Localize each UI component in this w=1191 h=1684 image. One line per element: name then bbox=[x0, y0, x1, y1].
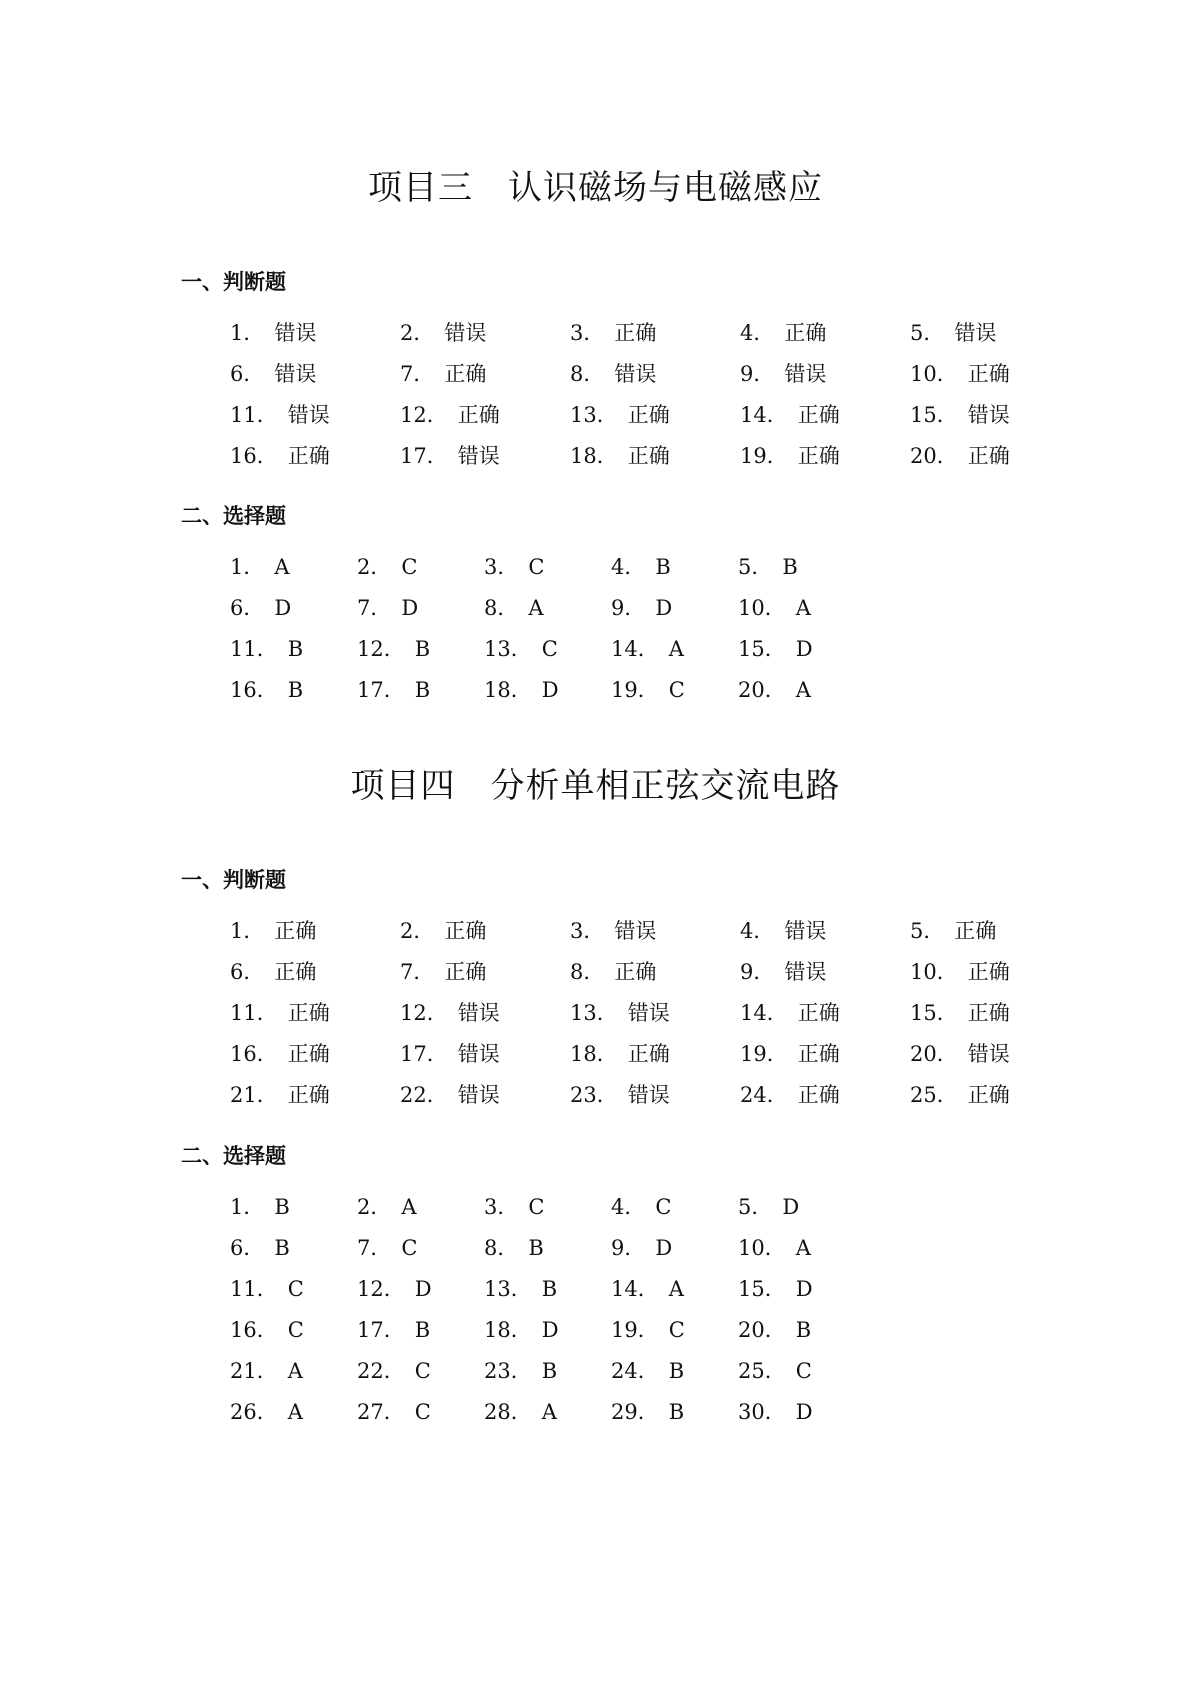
answer-value: A bbox=[287, 1359, 303, 1383]
answer-item bbox=[570, 354, 740, 395]
question-number: 11． bbox=[230, 1001, 278, 1025]
answer-value: C bbox=[287, 1318, 304, 1342]
answer-value: 正确 bbox=[967, 1001, 1010, 1025]
answer-item bbox=[740, 993, 910, 1034]
answer-item bbox=[740, 911, 910, 952]
answer-item bbox=[570, 395, 740, 436]
answer-value: C bbox=[655, 1195, 672, 1219]
question-number: 7． bbox=[357, 596, 392, 620]
answer-item bbox=[357, 588, 484, 629]
answer-value: 错误 bbox=[274, 321, 317, 345]
answer-value: D bbox=[414, 1277, 432, 1301]
question-number: 22． bbox=[400, 1083, 448, 1107]
answer-item bbox=[230, 629, 357, 670]
question-number: 10． bbox=[738, 1236, 786, 1260]
question-number: 9． bbox=[611, 1236, 646, 1260]
answer-item bbox=[484, 670, 611, 711]
answer-value: A bbox=[668, 1277, 684, 1301]
question-number: 27． bbox=[357, 1400, 405, 1424]
answer-value: C bbox=[541, 637, 558, 661]
question-number: 2． bbox=[400, 919, 435, 943]
question-number: 20． bbox=[910, 1042, 958, 1066]
answer-value: D bbox=[541, 678, 559, 702]
answer-item bbox=[484, 1310, 611, 1351]
answer-item bbox=[740, 436, 910, 477]
answer-value: 错误 bbox=[627, 1001, 670, 1025]
answer-value: 错误 bbox=[967, 403, 1010, 427]
answer-item bbox=[484, 1351, 611, 1392]
answer-value: D bbox=[274, 596, 292, 620]
answer-value: C bbox=[414, 1359, 431, 1383]
answer-item bbox=[484, 547, 611, 588]
question-number: 20． bbox=[910, 444, 958, 468]
answer-value: C bbox=[528, 555, 545, 579]
question-number: 19． bbox=[740, 444, 788, 468]
answer-value: 正确 bbox=[444, 960, 487, 984]
answer-item bbox=[740, 395, 910, 436]
question-number: 28． bbox=[484, 1400, 532, 1424]
question-number: 4． bbox=[611, 555, 646, 579]
answer-item bbox=[230, 1187, 357, 1228]
answer-item bbox=[230, 1269, 357, 1310]
question-number: 24． bbox=[611, 1359, 659, 1383]
answer-item bbox=[570, 952, 740, 993]
answer-value: 正确 bbox=[627, 444, 670, 468]
project-4-title: 项目四 分析单相正弦交流电路 bbox=[350, 766, 841, 806]
answer-item bbox=[611, 670, 738, 711]
answer-value: A bbox=[795, 678, 811, 702]
answer-item bbox=[738, 547, 865, 588]
answer-value: C bbox=[795, 1359, 812, 1383]
question-number: 5． bbox=[738, 1195, 773, 1219]
answer-item bbox=[230, 1351, 357, 1392]
question-number: 2． bbox=[400, 321, 435, 345]
question-number: 30． bbox=[738, 1400, 786, 1424]
answer-value: 正确 bbox=[967, 1083, 1010, 1107]
answer-item bbox=[400, 313, 570, 354]
answer-value: 错误 bbox=[784, 919, 827, 943]
answer-item bbox=[484, 588, 611, 629]
answer-item bbox=[230, 354, 400, 395]
question-number: 25． bbox=[910, 1083, 958, 1107]
answer-item bbox=[400, 436, 570, 477]
project-3-multiple-choice-answers bbox=[230, 547, 865, 711]
answer-item bbox=[738, 588, 865, 629]
answer-item bbox=[400, 1075, 570, 1116]
answer-item bbox=[570, 313, 740, 354]
question-number: 18． bbox=[484, 1318, 532, 1342]
answer-item bbox=[400, 1034, 570, 1075]
answer-item bbox=[400, 952, 570, 993]
answer-value: 正确 bbox=[797, 1001, 840, 1025]
answer-item bbox=[910, 993, 1080, 1034]
answer-value: C bbox=[401, 555, 418, 579]
answer-item bbox=[910, 1034, 1080, 1075]
answer-value: A bbox=[668, 637, 684, 661]
answer-value: C bbox=[528, 1195, 545, 1219]
question-number: 26． bbox=[230, 1400, 278, 1424]
answer-item bbox=[738, 1392, 865, 1433]
answer-item bbox=[400, 354, 570, 395]
answer-value: A bbox=[274, 555, 290, 579]
answer-item bbox=[738, 629, 865, 670]
question-number: 17． bbox=[357, 678, 405, 702]
question-number: 15． bbox=[910, 1001, 958, 1025]
question-number: 22． bbox=[357, 1359, 405, 1383]
answer-value: 正确 bbox=[444, 919, 487, 943]
answer-value: 错误 bbox=[614, 919, 657, 943]
project-3-title: 项目三 认识磁场与电磁感应 bbox=[368, 168, 823, 208]
answer-item bbox=[611, 1269, 738, 1310]
question-number: 24． bbox=[740, 1083, 788, 1107]
answer-value: A bbox=[401, 1195, 417, 1219]
question-number: 11． bbox=[230, 1277, 278, 1301]
answer-item bbox=[611, 1351, 738, 1392]
question-number: 3． bbox=[484, 555, 519, 579]
answer-value: B bbox=[668, 1400, 685, 1424]
answer-value: C bbox=[668, 678, 685, 702]
answer-value: B bbox=[414, 678, 431, 702]
answer-value: 正确 bbox=[287, 444, 330, 468]
answer-item bbox=[230, 993, 400, 1034]
question-number: 20． bbox=[738, 678, 786, 702]
answer-value: D bbox=[795, 1400, 813, 1424]
project-3-multiple-choice-heading: 二、选择题 bbox=[181, 504, 286, 528]
question-number: 9． bbox=[611, 596, 646, 620]
answer-item bbox=[570, 911, 740, 952]
project-4-multiple-choice-answers bbox=[230, 1187, 865, 1433]
project-4-multiple-choice-heading: 二、选择题 bbox=[181, 1144, 286, 1168]
answer-value: 错误 bbox=[967, 1042, 1010, 1066]
answer-value: D bbox=[541, 1318, 559, 1342]
answer-value: D bbox=[655, 1236, 673, 1260]
question-number: 16． bbox=[230, 1318, 278, 1342]
answer-value: 错误 bbox=[457, 444, 500, 468]
answer-item bbox=[611, 1392, 738, 1433]
answer-value: B bbox=[668, 1359, 685, 1383]
answer-value: D bbox=[655, 596, 673, 620]
answer-item bbox=[484, 1228, 611, 1269]
question-number: 25． bbox=[738, 1359, 786, 1383]
answer-item bbox=[910, 313, 1080, 354]
answer-value: C bbox=[401, 1236, 418, 1260]
question-number: 12． bbox=[357, 1277, 405, 1301]
answer-item bbox=[230, 670, 357, 711]
answer-value: 错误 bbox=[954, 321, 997, 345]
answer-item bbox=[611, 1187, 738, 1228]
answer-item bbox=[740, 1034, 910, 1075]
question-number: 1． bbox=[230, 555, 265, 579]
answer-item bbox=[357, 1392, 484, 1433]
answer-value: 正确 bbox=[954, 919, 997, 943]
question-number: 6． bbox=[230, 596, 265, 620]
question-number: 12． bbox=[357, 637, 405, 661]
answer-value: D bbox=[795, 637, 813, 661]
answer-value: B bbox=[795, 1318, 812, 1342]
answer-item bbox=[738, 1228, 865, 1269]
answer-value: 正确 bbox=[967, 960, 1010, 984]
question-number: 1． bbox=[230, 1195, 265, 1219]
answer-item bbox=[570, 436, 740, 477]
question-number: 8． bbox=[484, 596, 519, 620]
answer-value: 正确 bbox=[627, 403, 670, 427]
question-number: 18． bbox=[570, 1042, 618, 1066]
question-number: 21． bbox=[230, 1359, 278, 1383]
question-number: 9． bbox=[740, 362, 775, 386]
question-number: 5． bbox=[910, 321, 945, 345]
question-number: 17． bbox=[357, 1318, 405, 1342]
answer-item bbox=[738, 1310, 865, 1351]
question-number: 1． bbox=[230, 919, 265, 943]
answer-value: 错误 bbox=[784, 960, 827, 984]
answer-item bbox=[910, 911, 1080, 952]
answer-item bbox=[357, 1228, 484, 1269]
question-number: 23． bbox=[570, 1083, 618, 1107]
answer-value: 正确 bbox=[614, 321, 657, 345]
answer-item bbox=[357, 629, 484, 670]
answer-item bbox=[357, 1351, 484, 1392]
question-number: 9． bbox=[740, 960, 775, 984]
answer-value: 正确 bbox=[274, 960, 317, 984]
answer-value: B bbox=[782, 555, 798, 579]
question-number: 16． bbox=[230, 678, 278, 702]
answer-item bbox=[230, 1392, 357, 1433]
answer-value: B bbox=[414, 637, 431, 661]
project-3-true-false-heading: 一、判断题 bbox=[181, 270, 286, 294]
question-number: 17． bbox=[400, 444, 448, 468]
answer-value: B bbox=[274, 1195, 290, 1219]
question-number: 16． bbox=[230, 444, 278, 468]
answer-value: 正确 bbox=[287, 1001, 330, 1025]
question-number: 7． bbox=[400, 960, 435, 984]
answer-item bbox=[611, 547, 738, 588]
question-number: 14． bbox=[611, 1277, 659, 1301]
question-number: 5． bbox=[738, 555, 773, 579]
question-number: 12． bbox=[400, 1001, 448, 1025]
answer-value: C bbox=[287, 1277, 304, 1301]
question-number: 11． bbox=[230, 637, 278, 661]
question-number: 23． bbox=[484, 1359, 532, 1383]
answer-item bbox=[910, 1075, 1080, 1116]
question-number: 21． bbox=[230, 1083, 278, 1107]
answer-item bbox=[738, 670, 865, 711]
answer-item bbox=[611, 629, 738, 670]
question-number: 10． bbox=[738, 596, 786, 620]
question-number: 17． bbox=[400, 1042, 448, 1066]
answer-item bbox=[740, 354, 910, 395]
answer-value: B bbox=[528, 1236, 544, 1260]
question-number: 7． bbox=[357, 1236, 392, 1260]
question-number: 6． bbox=[230, 362, 265, 386]
question-number: 6． bbox=[230, 960, 265, 984]
answer-value: 正确 bbox=[287, 1042, 330, 1066]
question-number: 12． bbox=[400, 403, 448, 427]
question-number: 4． bbox=[740, 919, 775, 943]
question-number: 18． bbox=[570, 444, 618, 468]
answer-item bbox=[230, 911, 400, 952]
answer-value: 错误 bbox=[614, 362, 657, 386]
question-number: 13． bbox=[484, 1277, 532, 1301]
answer-value: 正确 bbox=[784, 321, 827, 345]
answer-item bbox=[230, 952, 400, 993]
question-number: 20． bbox=[738, 1318, 786, 1342]
answer-item bbox=[230, 395, 400, 436]
question-number: 3． bbox=[570, 919, 605, 943]
question-number: 11． bbox=[230, 403, 278, 427]
answer-value: C bbox=[668, 1318, 685, 1342]
question-number: 19． bbox=[611, 678, 659, 702]
answer-value: B bbox=[655, 555, 671, 579]
answer-item bbox=[400, 993, 570, 1034]
project-4-true-false-heading: 一、判断题 bbox=[181, 868, 286, 892]
answer-item bbox=[484, 1269, 611, 1310]
answer-value: 正确 bbox=[287, 1083, 330, 1107]
answer-item bbox=[740, 952, 910, 993]
question-number: 19． bbox=[740, 1042, 788, 1066]
answer-value: D bbox=[795, 1277, 813, 1301]
answer-item bbox=[230, 547, 357, 588]
answer-value: B bbox=[287, 637, 304, 661]
answer-value: B bbox=[541, 1277, 558, 1301]
answer-value: 正确 bbox=[457, 403, 500, 427]
answer-item bbox=[357, 1187, 484, 1228]
question-number: 14． bbox=[740, 1001, 788, 1025]
question-number: 15． bbox=[910, 403, 958, 427]
question-number: 5． bbox=[910, 919, 945, 943]
answer-item bbox=[570, 1034, 740, 1075]
answer-item bbox=[738, 1351, 865, 1392]
question-number: 8． bbox=[570, 362, 605, 386]
answer-value: 正确 bbox=[797, 1083, 840, 1107]
question-number: 29． bbox=[611, 1400, 659, 1424]
question-number: 2． bbox=[357, 555, 392, 579]
answer-item bbox=[230, 1075, 400, 1116]
answer-item bbox=[357, 1310, 484, 1351]
answer-value: A bbox=[528, 596, 544, 620]
answer-item bbox=[230, 1310, 357, 1351]
answer-value: 错误 bbox=[784, 362, 827, 386]
question-number: 2． bbox=[357, 1195, 392, 1219]
answer-item bbox=[611, 1310, 738, 1351]
question-number: 18． bbox=[484, 678, 532, 702]
answer-value: B bbox=[414, 1318, 431, 1342]
answer-item bbox=[230, 1034, 400, 1075]
answer-value: A bbox=[795, 596, 811, 620]
question-number: 16． bbox=[230, 1042, 278, 1066]
question-number: 3． bbox=[570, 321, 605, 345]
answer-item bbox=[570, 1075, 740, 1116]
answer-value: B bbox=[541, 1359, 558, 1383]
answer-value: 错误 bbox=[457, 1042, 500, 1066]
answer-item bbox=[484, 629, 611, 670]
question-number: 14． bbox=[740, 403, 788, 427]
question-number: 4． bbox=[611, 1195, 646, 1219]
answer-item bbox=[738, 1187, 865, 1228]
question-number: 4． bbox=[740, 321, 775, 345]
answer-value: D bbox=[401, 596, 419, 620]
question-number: 14． bbox=[611, 637, 659, 661]
question-number: 3． bbox=[484, 1195, 519, 1219]
question-number: 13． bbox=[484, 637, 532, 661]
answer-value: 错误 bbox=[627, 1083, 670, 1107]
question-number: 8． bbox=[484, 1236, 519, 1260]
answer-item bbox=[570, 993, 740, 1034]
answer-value: 正确 bbox=[444, 362, 487, 386]
answer-value: B bbox=[274, 1236, 290, 1260]
answer-value: 错误 bbox=[287, 403, 330, 427]
answer-value: 错误 bbox=[457, 1083, 500, 1107]
question-number: 10． bbox=[910, 960, 958, 984]
answer-value: 正确 bbox=[967, 362, 1010, 386]
answer-item bbox=[910, 952, 1080, 993]
answer-item bbox=[910, 395, 1080, 436]
answer-value: 正确 bbox=[274, 919, 317, 943]
answer-item bbox=[611, 1228, 738, 1269]
question-number: 10． bbox=[910, 362, 958, 386]
answer-value: B bbox=[287, 678, 304, 702]
answer-item bbox=[611, 588, 738, 629]
answer-item bbox=[400, 911, 570, 952]
answer-item bbox=[357, 547, 484, 588]
answer-item bbox=[230, 436, 400, 477]
answer-value: C bbox=[414, 1400, 431, 1424]
question-number: 8． bbox=[570, 960, 605, 984]
project-3-true-false-answers bbox=[230, 313, 1080, 477]
answer-item bbox=[738, 1269, 865, 1310]
question-number: 13． bbox=[570, 1001, 618, 1025]
answer-item bbox=[357, 670, 484, 711]
answer-item bbox=[400, 395, 570, 436]
answer-value: A bbox=[541, 1400, 557, 1424]
question-number: 6． bbox=[230, 1236, 265, 1260]
answer-item bbox=[484, 1392, 611, 1433]
answer-item bbox=[910, 436, 1080, 477]
answer-item bbox=[230, 313, 400, 354]
answer-item bbox=[230, 588, 357, 629]
answer-item bbox=[230, 1228, 357, 1269]
question-number: 19． bbox=[611, 1318, 659, 1342]
answer-value: 正确 bbox=[797, 403, 840, 427]
answer-item bbox=[357, 1269, 484, 1310]
answer-item bbox=[910, 354, 1080, 395]
answer-item bbox=[740, 313, 910, 354]
question-number: 15． bbox=[738, 1277, 786, 1301]
answer-value: 正确 bbox=[967, 444, 1010, 468]
project-4-true-false-answers bbox=[230, 911, 1080, 1116]
answer-value: A bbox=[287, 1400, 303, 1424]
answer-item bbox=[740, 1075, 910, 1116]
question-number: 1． bbox=[230, 321, 265, 345]
answer-value: 错误 bbox=[444, 321, 487, 345]
answer-value: A bbox=[795, 1236, 811, 1260]
answer-value: D bbox=[782, 1195, 800, 1219]
question-number: 7． bbox=[400, 362, 435, 386]
answer-item bbox=[484, 1187, 611, 1228]
answer-value: 正确 bbox=[797, 444, 840, 468]
question-number: 13． bbox=[570, 403, 618, 427]
answer-value: 正确 bbox=[797, 1042, 840, 1066]
answer-value: 错误 bbox=[274, 362, 317, 386]
question-number: 15． bbox=[738, 637, 786, 661]
answer-value: 正确 bbox=[627, 1042, 670, 1066]
answer-value: 正确 bbox=[614, 960, 657, 984]
answer-value: 错误 bbox=[457, 1001, 500, 1025]
